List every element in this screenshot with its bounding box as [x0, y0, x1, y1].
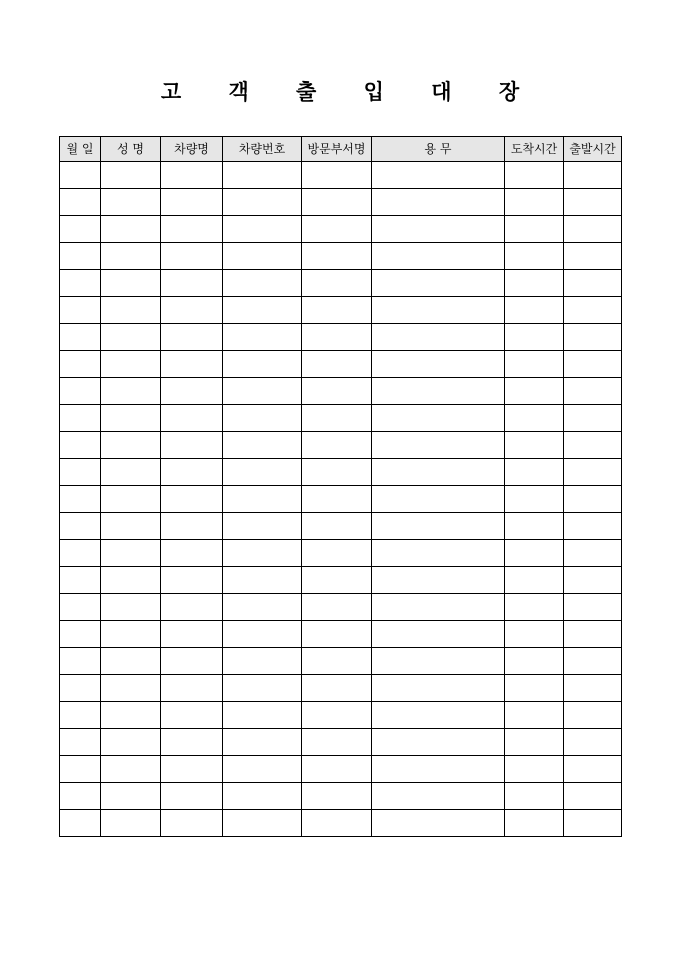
cell-purpose[interactable]: [372, 432, 505, 459]
cell-departure-time[interactable]: [564, 189, 622, 216]
table-row: [60, 459, 622, 486]
cell-department[interactable]: [302, 675, 372, 702]
cell-date[interactable]: [60, 621, 101, 648]
cell-arrival-time[interactable]: [505, 540, 564, 567]
cell-department[interactable]: [302, 702, 372, 729]
column-header-arrival-time: 도착시간: [505, 137, 564, 162]
cell-departure-time[interactable]: [564, 540, 622, 567]
cell-name[interactable]: [101, 243, 161, 270]
header-row: [60, 137, 622, 162]
cell-name[interactable]: [101, 675, 161, 702]
cell-date[interactable]: [60, 729, 101, 756]
cell-date[interactable]: [60, 648, 101, 675]
cell-name[interactable]: [101, 459, 161, 486]
cell-department[interactable]: [302, 324, 372, 351]
cell-name[interactable]: [101, 405, 161, 432]
cell-arrival-time[interactable]: [505, 297, 564, 324]
cell-arrival-time[interactable]: [505, 594, 564, 621]
cell-vehicle-number[interactable]: [223, 189, 302, 216]
cell-department[interactable]: [302, 270, 372, 297]
cell-departure-time[interactable]: [564, 324, 622, 351]
cell-vehicle-model[interactable]: [161, 756, 223, 783]
cell-departure-time[interactable]: [564, 729, 622, 756]
cell-purpose[interactable]: [372, 351, 505, 378]
page-title: 고 객 출 입 대 장: [160, 79, 540, 104]
cell-vehicle-model[interactable]: [161, 432, 223, 459]
cell-date[interactable]: [60, 810, 101, 837]
cell-purpose[interactable]: [372, 243, 505, 270]
cell-name[interactable]: [101, 486, 161, 513]
cell-date[interactable]: [60, 567, 101, 594]
table-row: [60, 189, 622, 216]
column-header-departure-time: 출발시간: [564, 137, 622, 162]
cell-vehicle-number[interactable]: [223, 648, 302, 675]
cell-name[interactable]: [101, 270, 161, 297]
cell-vehicle-number[interactable]: [223, 594, 302, 621]
table-row: [60, 540, 622, 567]
cell-date[interactable]: [60, 459, 101, 486]
cell-vehicle-number[interactable]: [223, 324, 302, 351]
cell-vehicle-number[interactable]: [223, 540, 302, 567]
cell-department[interactable]: [302, 621, 372, 648]
cell-vehicle-model[interactable]: [161, 270, 223, 297]
cell-vehicle-number[interactable]: [223, 702, 302, 729]
cell-departure-time[interactable]: [564, 513, 622, 540]
cell-purpose[interactable]: [372, 324, 505, 351]
cell-arrival-time[interactable]: [505, 405, 564, 432]
column-header-purpose: 용 무: [372, 137, 505, 162]
cell-department[interactable]: [302, 378, 372, 405]
cell-arrival-time[interactable]: [505, 270, 564, 297]
cell-vehicle-number[interactable]: [223, 270, 302, 297]
cell-purpose[interactable]: [372, 702, 505, 729]
table-row: [60, 594, 622, 621]
cell-department[interactable]: [302, 216, 372, 243]
cell-vehicle-number[interactable]: [223, 513, 302, 540]
cell-departure-time[interactable]: [564, 297, 622, 324]
cell-vehicle-model[interactable]: [161, 567, 223, 594]
cell-purpose[interactable]: [372, 594, 505, 621]
cell-departure-time[interactable]: [564, 810, 622, 837]
cell-vehicle-number[interactable]: [223, 378, 302, 405]
cell-department[interactable]: [302, 594, 372, 621]
table-row: [60, 621, 622, 648]
cell-department[interactable]: [302, 189, 372, 216]
table-row: [60, 513, 622, 540]
cell-department[interactable]: [302, 297, 372, 324]
cell-vehicle-model[interactable]: [161, 486, 223, 513]
cell-name[interactable]: [101, 189, 161, 216]
cell-purpose[interactable]: [372, 648, 505, 675]
cell-arrival-time[interactable]: [505, 378, 564, 405]
cell-name[interactable]: [101, 810, 161, 837]
cell-department[interactable]: [302, 567, 372, 594]
cell-departure-time[interactable]: [564, 351, 622, 378]
cell-arrival-time[interactable]: [505, 702, 564, 729]
cell-vehicle-number[interactable]: [223, 405, 302, 432]
column-header-vehicle-model: 차량명: [161, 137, 223, 162]
cell-purpose[interactable]: [372, 297, 505, 324]
visitor-log-table: [59, 136, 622, 837]
cell-name[interactable]: [101, 378, 161, 405]
table-row: [60, 432, 622, 459]
cell-date[interactable]: [60, 324, 101, 351]
cell-department[interactable]: [302, 783, 372, 810]
cell-arrival-time[interactable]: [505, 189, 564, 216]
cell-vehicle-model[interactable]: [161, 648, 223, 675]
cell-departure-time[interactable]: [564, 594, 622, 621]
cell-arrival-time[interactable]: [505, 756, 564, 783]
cell-vehicle-number[interactable]: [223, 243, 302, 270]
cell-vehicle-model[interactable]: [161, 378, 223, 405]
cell-purpose[interactable]: [372, 216, 505, 243]
column-header-vehicle-number: 차량번호: [223, 137, 302, 162]
cell-date[interactable]: [60, 486, 101, 513]
cell-departure-time[interactable]: [564, 783, 622, 810]
cell-date[interactable]: [60, 783, 101, 810]
cell-arrival-time[interactable]: [505, 729, 564, 756]
cell-department[interactable]: [302, 405, 372, 432]
cell-vehicle-model[interactable]: [161, 783, 223, 810]
cell-vehicle-model[interactable]: [161, 297, 223, 324]
cell-vehicle-model[interactable]: [161, 540, 223, 567]
table-row: [60, 810, 622, 837]
cell-purpose[interactable]: [372, 567, 505, 594]
cell-name[interactable]: [101, 432, 161, 459]
cell-vehicle-number[interactable]: [223, 567, 302, 594]
cell-purpose[interactable]: [372, 189, 505, 216]
cell-department[interactable]: [302, 459, 372, 486]
cell-arrival-time[interactable]: [505, 783, 564, 810]
cell-vehicle-number[interactable]: [223, 351, 302, 378]
cell-purpose[interactable]: [372, 405, 505, 432]
cell-arrival-time[interactable]: [505, 432, 564, 459]
cell-purpose[interactable]: [372, 675, 505, 702]
cell-purpose[interactable]: [372, 783, 505, 810]
cell-purpose[interactable]: [372, 540, 505, 567]
cell-date[interactable]: [60, 297, 101, 324]
cell-date[interactable]: [60, 675, 101, 702]
cell-date[interactable]: [60, 594, 101, 621]
cell-date[interactable]: [60, 189, 101, 216]
table-row: [60, 324, 622, 351]
cell-vehicle-number[interactable]: [223, 810, 302, 837]
cell-name[interactable]: [101, 756, 161, 783]
cell-vehicle-number[interactable]: [223, 675, 302, 702]
cell-date[interactable]: [60, 162, 101, 189]
cell-purpose[interactable]: [372, 756, 505, 783]
cell-department[interactable]: [302, 513, 372, 540]
cell-vehicle-model[interactable]: [161, 459, 223, 486]
cell-departure-time[interactable]: [564, 459, 622, 486]
cell-departure-time[interactable]: [564, 675, 622, 702]
table-row: [60, 405, 622, 432]
table-row: [60, 297, 622, 324]
cell-departure-time[interactable]: [564, 621, 622, 648]
cell-date[interactable]: [60, 216, 101, 243]
cell-date[interactable]: [60, 432, 101, 459]
table-row: [60, 756, 622, 783]
cell-name[interactable]: [101, 729, 161, 756]
cell-arrival-time[interactable]: [505, 621, 564, 648]
cell-vehicle-model[interactable]: [161, 351, 223, 378]
column-header-department: 방문부서명: [302, 137, 372, 162]
cell-departure-time[interactable]: [564, 405, 622, 432]
table-row: [60, 351, 622, 378]
table-body: [60, 162, 622, 837]
cell-name[interactable]: [101, 324, 161, 351]
table-row: [60, 162, 622, 189]
cell-name[interactable]: [101, 648, 161, 675]
column-header-name: 성 명: [101, 137, 161, 162]
table-row: [60, 567, 622, 594]
cell-date[interactable]: [60, 540, 101, 567]
cell-arrival-time[interactable]: [505, 810, 564, 837]
cell-departure-time[interactable]: [564, 216, 622, 243]
cell-vehicle-model[interactable]: [161, 405, 223, 432]
cell-arrival-time[interactable]: [505, 243, 564, 270]
cell-departure-time[interactable]: [564, 648, 622, 675]
cell-department[interactable]: [302, 162, 372, 189]
table-row: [60, 648, 622, 675]
cell-departure-time[interactable]: [564, 270, 622, 297]
cell-vehicle-model[interactable]: [161, 216, 223, 243]
table-row: [60, 486, 622, 513]
cell-purpose[interactable]: [372, 810, 505, 837]
cell-department[interactable]: [302, 432, 372, 459]
cell-arrival-time[interactable]: [505, 216, 564, 243]
cell-vehicle-model[interactable]: [161, 675, 223, 702]
cell-date[interactable]: [60, 270, 101, 297]
cell-vehicle-number[interactable]: [223, 729, 302, 756]
cell-date[interactable]: [60, 351, 101, 378]
cell-name[interactable]: [101, 216, 161, 243]
cell-name[interactable]: [101, 540, 161, 567]
cell-vehicle-number[interactable]: [223, 432, 302, 459]
cell-purpose[interactable]: [372, 162, 505, 189]
cell-arrival-time[interactable]: [505, 675, 564, 702]
cell-vehicle-number[interactable]: [223, 297, 302, 324]
cell-name[interactable]: [101, 351, 161, 378]
cell-purpose[interactable]: [372, 729, 505, 756]
cell-department[interactable]: [302, 486, 372, 513]
cell-date[interactable]: [60, 378, 101, 405]
table-row: [60, 270, 622, 297]
cell-vehicle-model[interactable]: [161, 324, 223, 351]
cell-vehicle-number[interactable]: [223, 621, 302, 648]
cell-departure-time[interactable]: [564, 756, 622, 783]
cell-name[interactable]: [101, 702, 161, 729]
column-header-date: 월 일: [60, 137, 101, 162]
cell-vehicle-number[interactable]: [223, 756, 302, 783]
cell-department[interactable]: [302, 756, 372, 783]
cell-vehicle-model[interactable]: [161, 513, 223, 540]
cell-department[interactable]: [302, 729, 372, 756]
cell-purpose[interactable]: [372, 621, 505, 648]
table-row: [60, 216, 622, 243]
cell-purpose[interactable]: [372, 513, 505, 540]
cell-date[interactable]: [60, 405, 101, 432]
cell-arrival-time[interactable]: [505, 351, 564, 378]
cell-vehicle-number[interactable]: [223, 486, 302, 513]
cell-name[interactable]: [101, 297, 161, 324]
cell-departure-time[interactable]: [564, 378, 622, 405]
cell-department[interactable]: [302, 648, 372, 675]
cell-name[interactable]: [101, 162, 161, 189]
cell-arrival-time[interactable]: [505, 567, 564, 594]
table-row: [60, 729, 622, 756]
table-row: [60, 378, 622, 405]
cell-departure-time[interactable]: [564, 432, 622, 459]
cell-department[interactable]: [302, 351, 372, 378]
cell-arrival-time[interactable]: [505, 513, 564, 540]
cell-departure-time[interactable]: [564, 243, 622, 270]
table-row: [60, 783, 622, 810]
cell-department[interactable]: [302, 243, 372, 270]
cell-name[interactable]: [101, 621, 161, 648]
table-row: [60, 675, 622, 702]
cell-arrival-time[interactable]: [505, 324, 564, 351]
cell-name[interactable]: [101, 594, 161, 621]
table-row: [60, 243, 622, 270]
cell-departure-time[interactable]: [564, 162, 622, 189]
cell-name[interactable]: [101, 567, 161, 594]
cell-department[interactable]: [302, 540, 372, 567]
cell-purpose[interactable]: [372, 486, 505, 513]
cell-vehicle-number[interactable]: [223, 162, 302, 189]
cell-name[interactable]: [101, 783, 161, 810]
cell-vehicle-model[interactable]: [161, 594, 223, 621]
cell-departure-time[interactable]: [564, 486, 622, 513]
cell-arrival-time[interactable]: [505, 459, 564, 486]
cell-arrival-time[interactable]: [505, 162, 564, 189]
cell-date[interactable]: [60, 756, 101, 783]
cell-departure-time[interactable]: [564, 702, 622, 729]
cell-departure-time[interactable]: [564, 567, 622, 594]
cell-arrival-time[interactable]: [505, 648, 564, 675]
cell-name[interactable]: [101, 513, 161, 540]
cell-department[interactable]: [302, 810, 372, 837]
cell-vehicle-number[interactable]: [223, 459, 302, 486]
cell-vehicle-model[interactable]: [161, 243, 223, 270]
cell-purpose[interactable]: [372, 270, 505, 297]
cell-date[interactable]: [60, 243, 101, 270]
cell-vehicle-model[interactable]: [161, 702, 223, 729]
cell-arrival-time[interactable]: [505, 486, 564, 513]
cell-vehicle-model[interactable]: [161, 810, 223, 837]
cell-vehicle-model[interactable]: [161, 729, 223, 756]
table-row: [60, 702, 622, 729]
cell-date[interactable]: [60, 513, 101, 540]
cell-purpose[interactable]: [372, 459, 505, 486]
cell-purpose[interactable]: [372, 378, 505, 405]
cell-date[interactable]: [60, 702, 101, 729]
cell-vehicle-number[interactable]: [223, 783, 302, 810]
cell-vehicle-number[interactable]: [223, 216, 302, 243]
cell-vehicle-model[interactable]: [161, 162, 223, 189]
cell-vehicle-model[interactable]: [161, 189, 223, 216]
cell-vehicle-model[interactable]: [161, 621, 223, 648]
